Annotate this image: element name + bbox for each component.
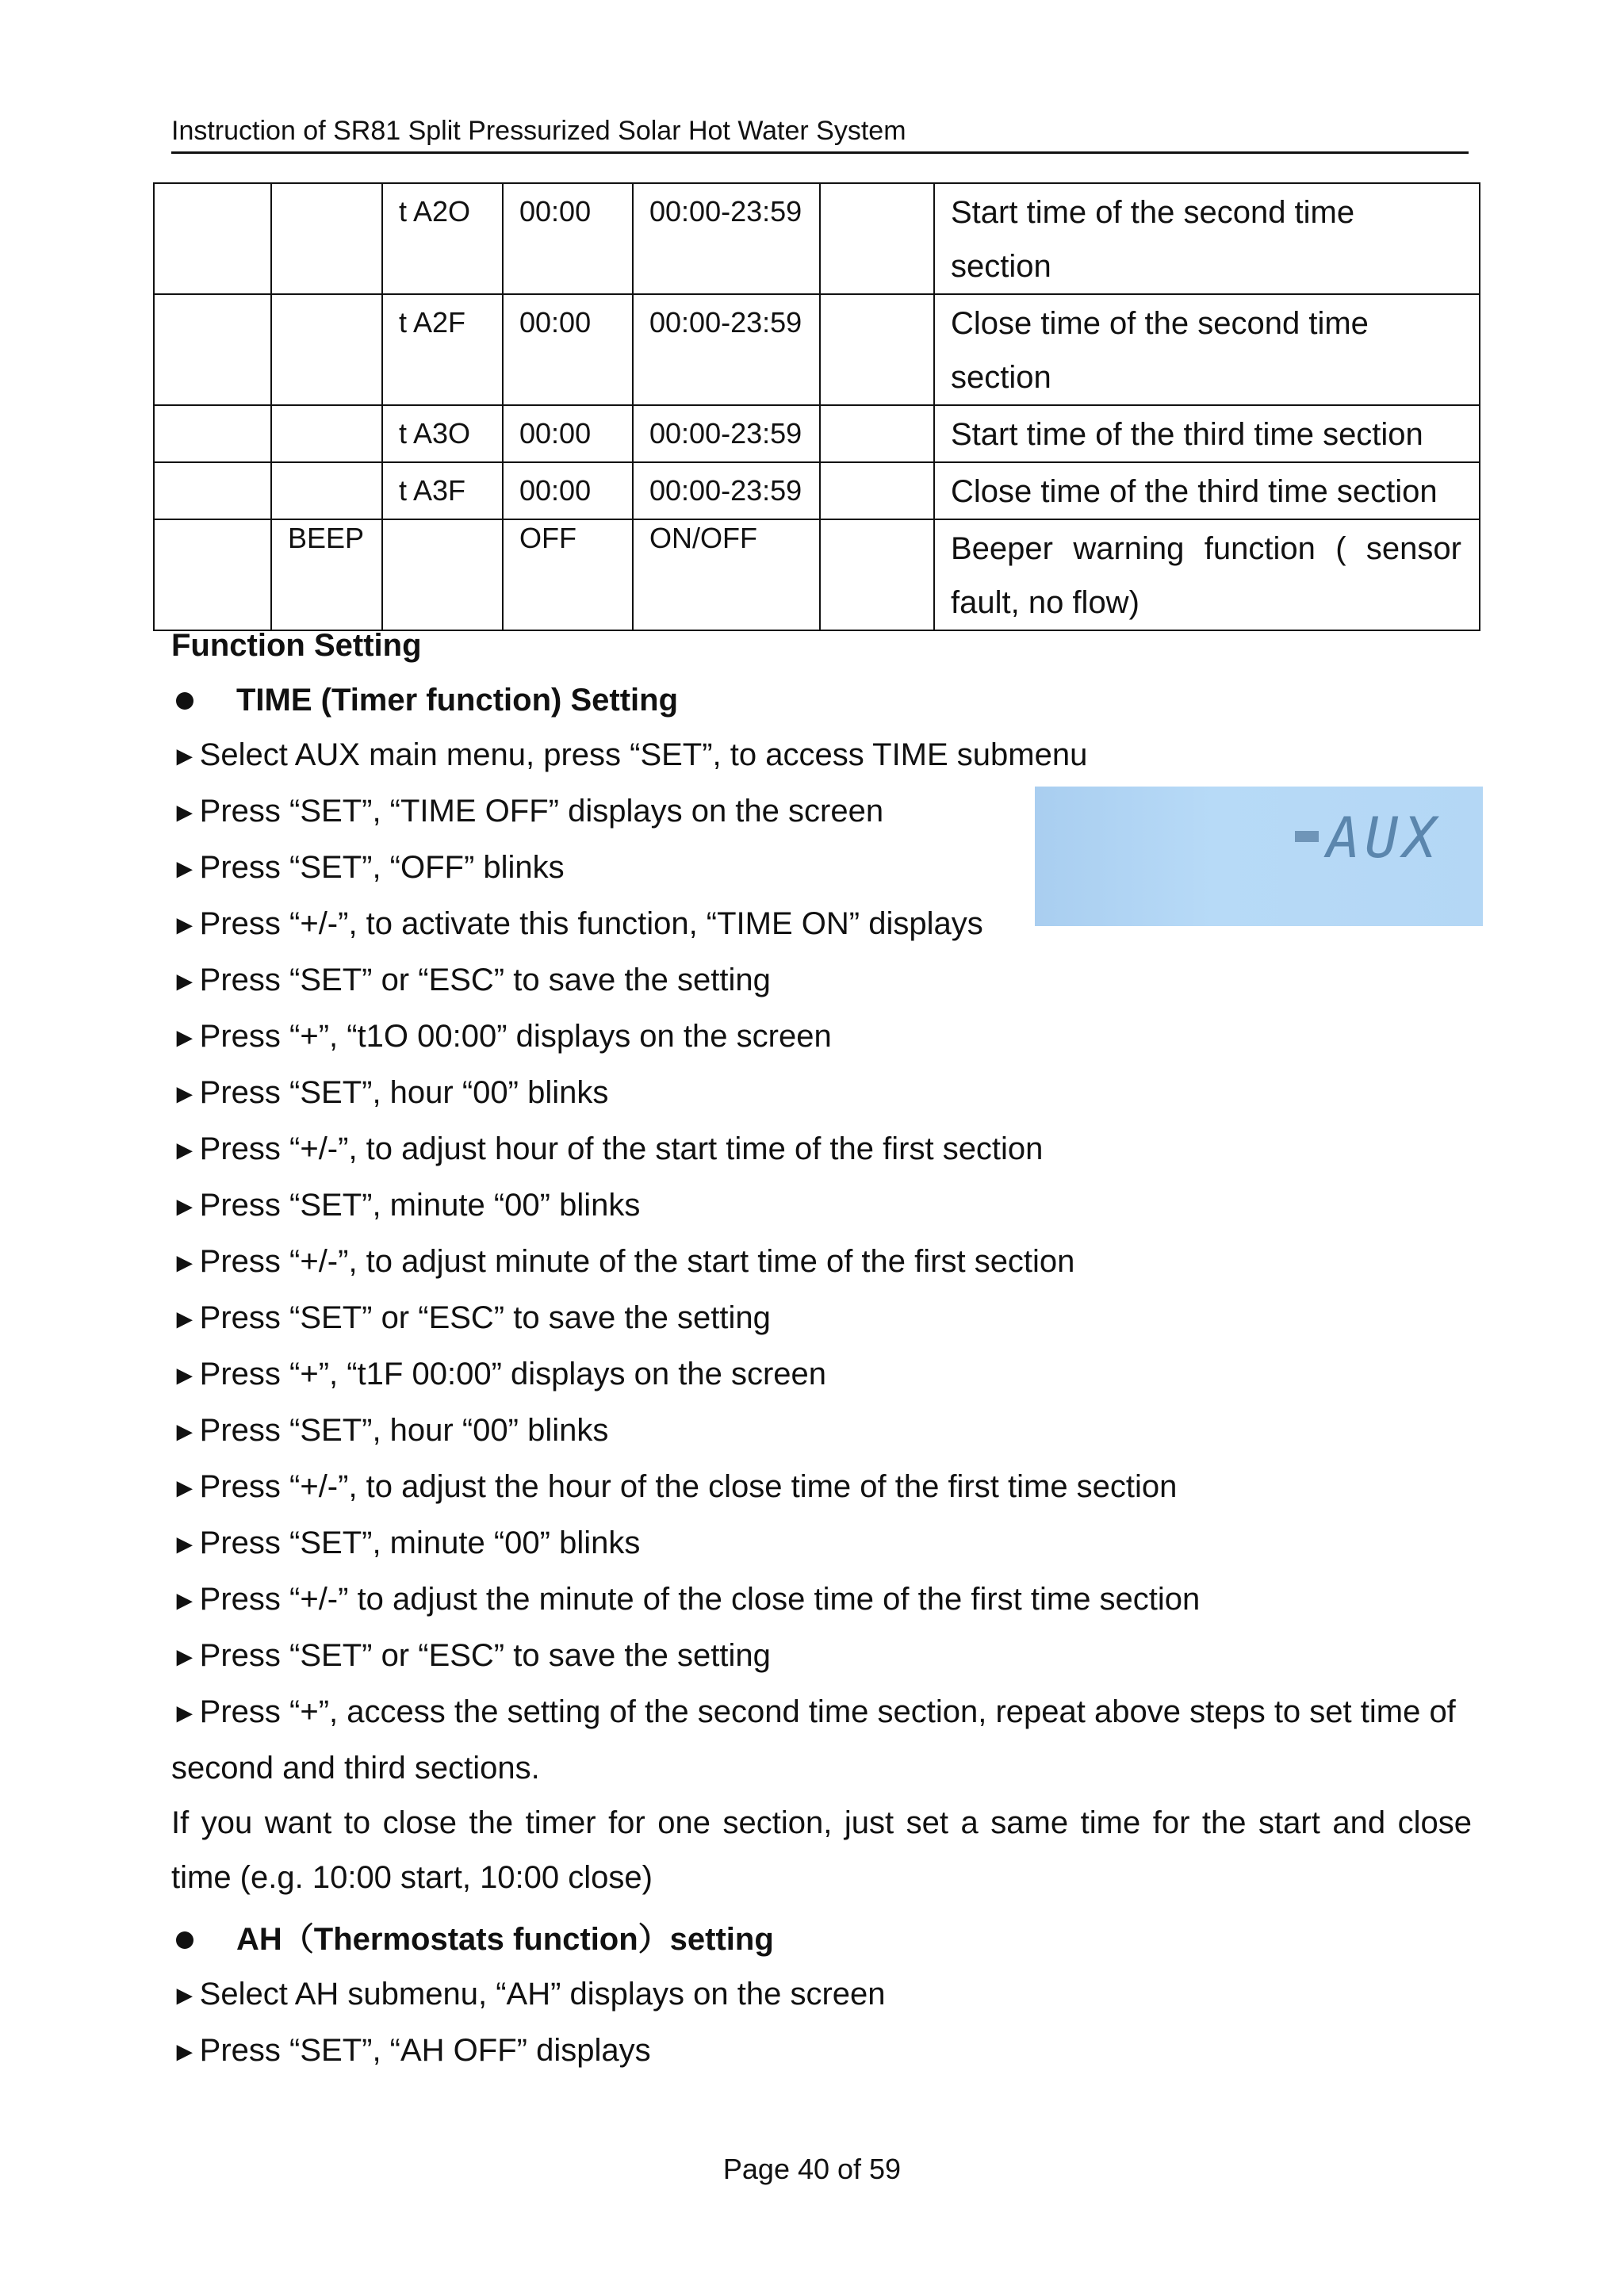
lcd-indicator-icon — [1295, 831, 1319, 842]
value-range: 00:00-23:59 — [633, 405, 820, 462]
list-item — [171, 1066, 1472, 1122]
parameter-description: Beeper warning function ( sensor fault, no flow) — [934, 519, 1480, 630]
default-value: 00:00 — [503, 462, 633, 519]
step-text: Press “+”, “t1F 00:00” displays on the screen — [199, 1357, 827, 1391]
time-setting-heading: TIME (Timer function) Setting — [171, 673, 1472, 728]
list-item — [171, 953, 1472, 1009]
step-text: Press “+/-”, to adjust minute of the start time of the first section — [199, 1244, 1075, 1279]
arrow-bullet-icon: ► — [171, 1529, 198, 1560]
parameter-name: BEEP — [271, 519, 382, 630]
arrow-bullet-icon: ► — [171, 1642, 198, 1672]
arrow-bullet-icon: ► — [171, 910, 198, 940]
default-value: 00:00 — [503, 294, 633, 405]
value-range: 00:00-23:59 — [633, 183, 820, 294]
step-text: Press “SET” or “ESC” to save the setting — [199, 1638, 771, 1673]
list-item — [171, 1685, 1472, 1796]
value-range: ON/OFF — [633, 519, 820, 630]
list-item — [171, 1178, 1472, 1235]
arrow-bullet-icon: ► — [171, 1981, 198, 2011]
step-text: Press “+/-” to adjust the minute of the close time of the first time section — [199, 1582, 1201, 1617]
step-text: Select AH submenu, “AH” displays on the screen — [199, 1977, 886, 2012]
step-text: Press “+”, access the setting of the second time section, repeat above steps to set time of second and third sections. — [171, 1694, 1456, 1786]
parameter-description: Start time of the second time section — [934, 183, 1480, 294]
arrow-bullet-icon: ► — [171, 1417, 198, 1447]
arrow-bullet-icon: ► — [171, 1304, 198, 1334]
step-text: Press “+”, “t1O 00:00” displays on the screen — [199, 1019, 832, 1054]
arrow-bullet-icon: ► — [171, 741, 198, 771]
arrow-bullet-icon: ► — [171, 1192, 198, 1222]
bullet-icon — [176, 1931, 193, 1949]
step-text: Press “SET”, hour “00” blinks — [199, 1075, 609, 1110]
arrow-bullet-icon: ► — [171, 798, 198, 828]
table-row — [154, 294, 1480, 405]
table-row — [154, 462, 1480, 519]
step-text: Press “SET”, minute “00” blinks — [199, 1525, 641, 1560]
parameter-code: t A2F — [382, 294, 503, 405]
parameter-description: Close time of the third time section — [934, 462, 1480, 519]
ah-setting-section — [171, 1912, 1472, 2080]
page-header: Instruction of SR81 Split Pressurized Solar Hot Water System — [171, 112, 1469, 154]
lcd-text: AUX — [1327, 806, 1442, 871]
step-text: Press “SET”, “TIME OFF” displays on the screen — [199, 794, 884, 829]
step-text: Select AUX main menu, press “SET”, to access TIME submenu — [199, 737, 1088, 772]
arrow-bullet-icon: ► — [171, 1698, 198, 1728]
list-item — [171, 1122, 1472, 1178]
list-item — [171, 1009, 1472, 1066]
step-text: Press “SET”, “AH OFF” displays — [199, 2033, 651, 2068]
list-item — [171, 1629, 1472, 1685]
step-text: Press “+/-”, to adjust the hour of the close time of the first time section — [199, 1469, 1178, 1504]
default-value: 00:00 — [503, 405, 633, 462]
table-row — [154, 405, 1480, 462]
page-number: Page 40 of 59 — [722, 2153, 902, 2185]
step-text: Press “+/-”, to activate this function, “TIME ON” displays — [199, 906, 983, 941]
arrow-bullet-icon: ► — [171, 1023, 198, 1053]
parameter-table — [153, 182, 1480, 631]
step-text: Press “SET” or “ESC” to save the setting — [199, 1300, 771, 1335]
list-item — [171, 1516, 1472, 1572]
value-range: 00:00-23:59 — [633, 294, 820, 405]
step-text: Press “SET”, minute “00” blinks — [199, 1188, 641, 1223]
arrow-bullet-icon: ► — [171, 967, 198, 997]
list-item — [171, 1347, 1472, 1403]
section-title: Function Setting — [171, 628, 422, 663]
value-range: 00:00-23:59 — [633, 462, 820, 519]
arrow-bullet-icon: ► — [171, 1361, 198, 1391]
lcd-display-photo — [1035, 787, 1483, 926]
arrow-bullet-icon: ► — [171, 1473, 198, 1503]
step-text: Press “+/-”, to adjust hour of the start time of the first section — [199, 1131, 1044, 1166]
parameter-code: t A3O — [382, 405, 503, 462]
parameter-description: Close time of the second time section — [934, 294, 1480, 405]
step-text: Press “SET” or “ESC” to save the setting — [199, 963, 771, 997]
table-row — [154, 183, 1480, 294]
bullet-icon — [176, 692, 193, 710]
ah-setting-heading: AH（Thermostats function）setting — [171, 1912, 1472, 1967]
list-item — [171, 1967, 1472, 2023]
default-value: 00:00 — [503, 183, 633, 294]
list-item — [171, 1235, 1472, 1291]
arrow-bullet-icon: ► — [171, 854, 198, 884]
table-row — [154, 519, 1480, 630]
arrow-bullet-icon: ► — [171, 1248, 198, 1278]
list-item — [171, 728, 1472, 784]
arrow-bullet-icon: ► — [171, 1079, 198, 1109]
list-item — [171, 1572, 1472, 1629]
parameter-description: Start time of the third time section — [934, 405, 1480, 462]
timer-note: If you want to close the timer for one section, just set a same time for the start and close time (e.g. 10:00 start, 10:00 close) — [171, 1805, 1472, 1895]
list-item — [171, 1291, 1472, 1347]
list-item — [171, 1460, 1472, 1516]
ah-steps-list — [171, 1967, 1472, 2080]
arrow-bullet-icon: ► — [171, 2037, 198, 2067]
parameter-code: t A3F — [382, 462, 503, 519]
arrow-bullet-icon: ► — [171, 1135, 198, 1166]
step-text: Press “SET”, “OFF” blinks — [199, 850, 565, 885]
default-value: OFF — [503, 519, 633, 630]
arrow-bullet-icon: ► — [171, 1586, 198, 1616]
step-text: Press “SET”, hour “00” blinks — [199, 1413, 609, 1448]
parameter-code: t A2O — [382, 183, 503, 294]
list-item — [171, 2023, 1472, 2080]
list-item — [171, 1403, 1472, 1460]
